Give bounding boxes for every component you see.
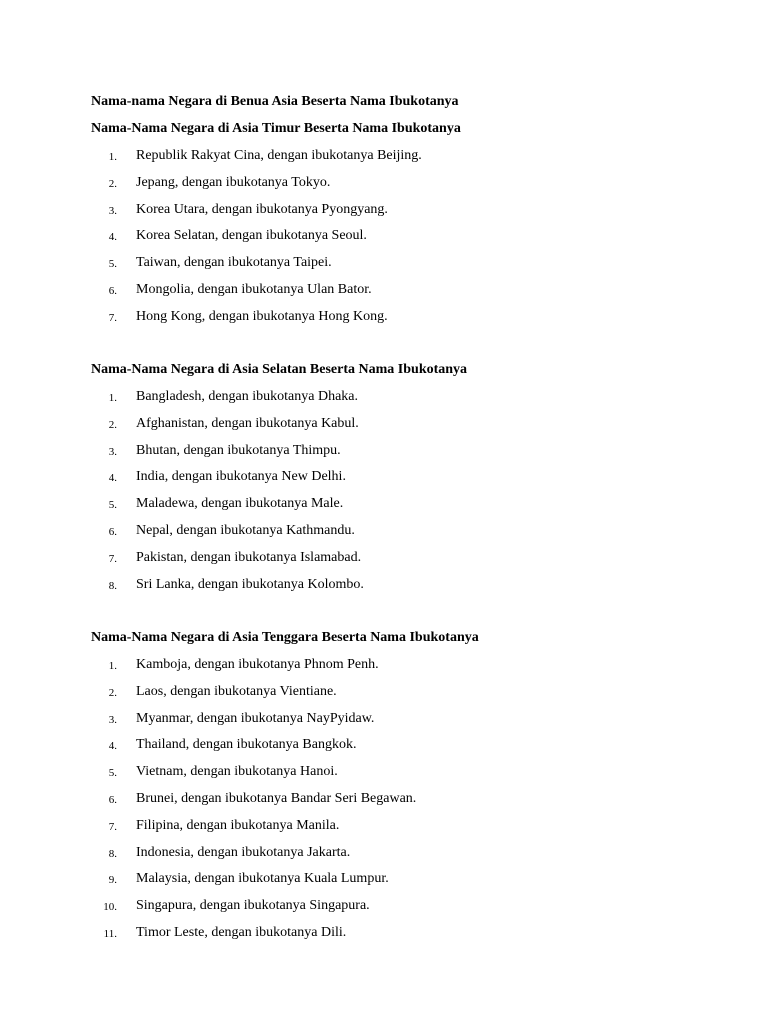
list-item [91, 656, 731, 683]
list-item-text: Filipina, dengan ibukotanya Manila. [136, 817, 340, 833]
list-item-text: Malaysia, dengan ibukotanya Kuala Lumpur. [136, 871, 389, 887]
list-item-text: Singapura, dengan ibukotanya Singapura. [136, 898, 370, 914]
list-item-text: India, dengan ibukotanya New Delhi. [136, 469, 346, 485]
list-item-number: 6. [108, 793, 117, 806]
list-item [91, 468, 731, 495]
list-item [91, 442, 731, 469]
list-item-text: Bhutan, dengan ibukotanya Thimpu. [136, 442, 341, 458]
list-item-number: 9. [108, 874, 117, 887]
list-item [91, 576, 731, 603]
list-item-number: 3. [108, 713, 117, 726]
list-item [91, 147, 731, 174]
list-item-text: Vietnam, dengan ibukotanya Hanoi. [136, 764, 338, 780]
list-item-text: Jepang, dengan ibukotanya Tokyo. [136, 174, 331, 190]
document-title: Nama-nama Negara di Benua Asia Beserta Nama Ibukotanya [91, 94, 459, 109]
list-item-number: 3. [108, 204, 117, 217]
list-item-number: 8. [108, 847, 117, 860]
list-item-number: 6. [108, 525, 117, 538]
list-item-text: Taiwan, dengan ibukotanya Taipei. [136, 255, 332, 271]
section-asia-selatan [91, 361, 731, 602]
list-item-number: 5. [108, 767, 117, 780]
list-item-number: 1. [108, 151, 117, 163]
list-item-text: Republik Rakyat Cina, dengan ibukotanya Beijing. [136, 148, 422, 163]
list-item-text: Sri Lanka, dengan ibukotanya Kolombo. [136, 576, 364, 592]
list-item [91, 763, 731, 790]
numbered-list [91, 388, 731, 602]
section-heading: Nama-Nama Negara di Asia Tenggara Beserta Nama Ibukotanya [91, 630, 479, 645]
list-item [91, 924, 731, 951]
section-asia-tenggara [91, 629, 731, 951]
list-item-number: 5. [108, 258, 117, 271]
list-item [91, 710, 731, 737]
list-item-text: Pakistan, dengan ibukotanya Islamabad. [136, 549, 362, 565]
list-item [91, 388, 731, 415]
list-item-text: Hong Kong, dengan ibukotanya Hong Kong. [136, 308, 388, 324]
list-item [91, 870, 731, 897]
list-item-number: 2. [108, 418, 117, 431]
list-item-number: 1. [108, 660, 117, 672]
list-item-number: 4. [108, 231, 117, 244]
section-heading: Nama-Nama Negara di Asia Selatan Beserta Nama Ibukotanya [91, 362, 468, 377]
list-item-number: 3. [108, 445, 117, 458]
list-item [91, 281, 731, 308]
list-item [91, 844, 731, 871]
list-item-text: Laos, dengan ibukotanya Vientiane. [136, 683, 337, 699]
list-item [91, 415, 731, 442]
list-item-number: 4. [108, 740, 117, 753]
list-item [91, 308, 731, 335]
list-item [91, 736, 731, 763]
numbered-list [91, 147, 731, 335]
list-item-number: 4. [108, 472, 117, 485]
list-item-number: 6. [108, 284, 117, 297]
list-item [91, 897, 731, 924]
list-item-text: Thailand, dengan ibukotanya Bangkok. [136, 737, 357, 753]
list-item [91, 817, 731, 844]
list-item-number: 2. [108, 177, 117, 190]
list-item-text: Timor Leste, dengan ibukotanya Dili. [136, 924, 347, 940]
list-item-text: Myanmar, dengan ibukotanya NayPyidaw. [136, 710, 375, 726]
list-item [91, 495, 731, 522]
list-item [91, 201, 731, 228]
list-item [91, 254, 731, 281]
list-item-number: 11. [103, 927, 117, 940]
list-item [91, 549, 731, 576]
list-item [91, 683, 731, 710]
list-item-number: 8. [108, 579, 117, 592]
list-item-text: Mongolia, dengan ibukotanya Ulan Bator. [136, 281, 372, 297]
list-item-number: 10. [103, 901, 117, 914]
list-item-number: 7. [108, 820, 117, 833]
list-item-text: Nepal, dengan ibukotanya Kathmandu. [136, 522, 355, 538]
list-item-text: Indonesia, dengan ibukotanya Jakarta. [136, 844, 351, 860]
section-heading: Nama-Nama Negara di Asia Timur Beserta Nama Ibukotanya [91, 121, 461, 136]
list-item-number: 1. [108, 392, 117, 404]
list-item-text: Bangladesh, dengan ibukotanya Dhaka. [136, 389, 358, 404]
list-item-number: 7. [108, 311, 117, 324]
list-item-text: Korea Utara, dengan ibukotanya Pyongyang. [136, 201, 388, 217]
list-item-text: Maladewa, dengan ibukotanya Male. [136, 496, 344, 512]
list-item-text: Kamboja, dengan ibukotanya Phnom Penh. [136, 657, 379, 672]
list-item [91, 790, 731, 817]
list-item-text: Brunei, dengan ibukotanya Bandar Seri Begawan. [136, 790, 417, 806]
list-item-text: Afghanistan, dengan ibukotanya Kabul. [136, 415, 359, 431]
list-item [91, 227, 731, 254]
list-item-number: 7. [108, 552, 117, 565]
list-item [91, 522, 731, 549]
list-item-text: Korea Selatan, dengan ibukotanya Seoul. [136, 228, 367, 244]
list-item-number: 2. [108, 686, 117, 699]
list-item-number: 5. [108, 499, 117, 512]
list-item [91, 174, 731, 201]
section-asia-timur [91, 120, 731, 335]
numbered-list [91, 656, 731, 951]
